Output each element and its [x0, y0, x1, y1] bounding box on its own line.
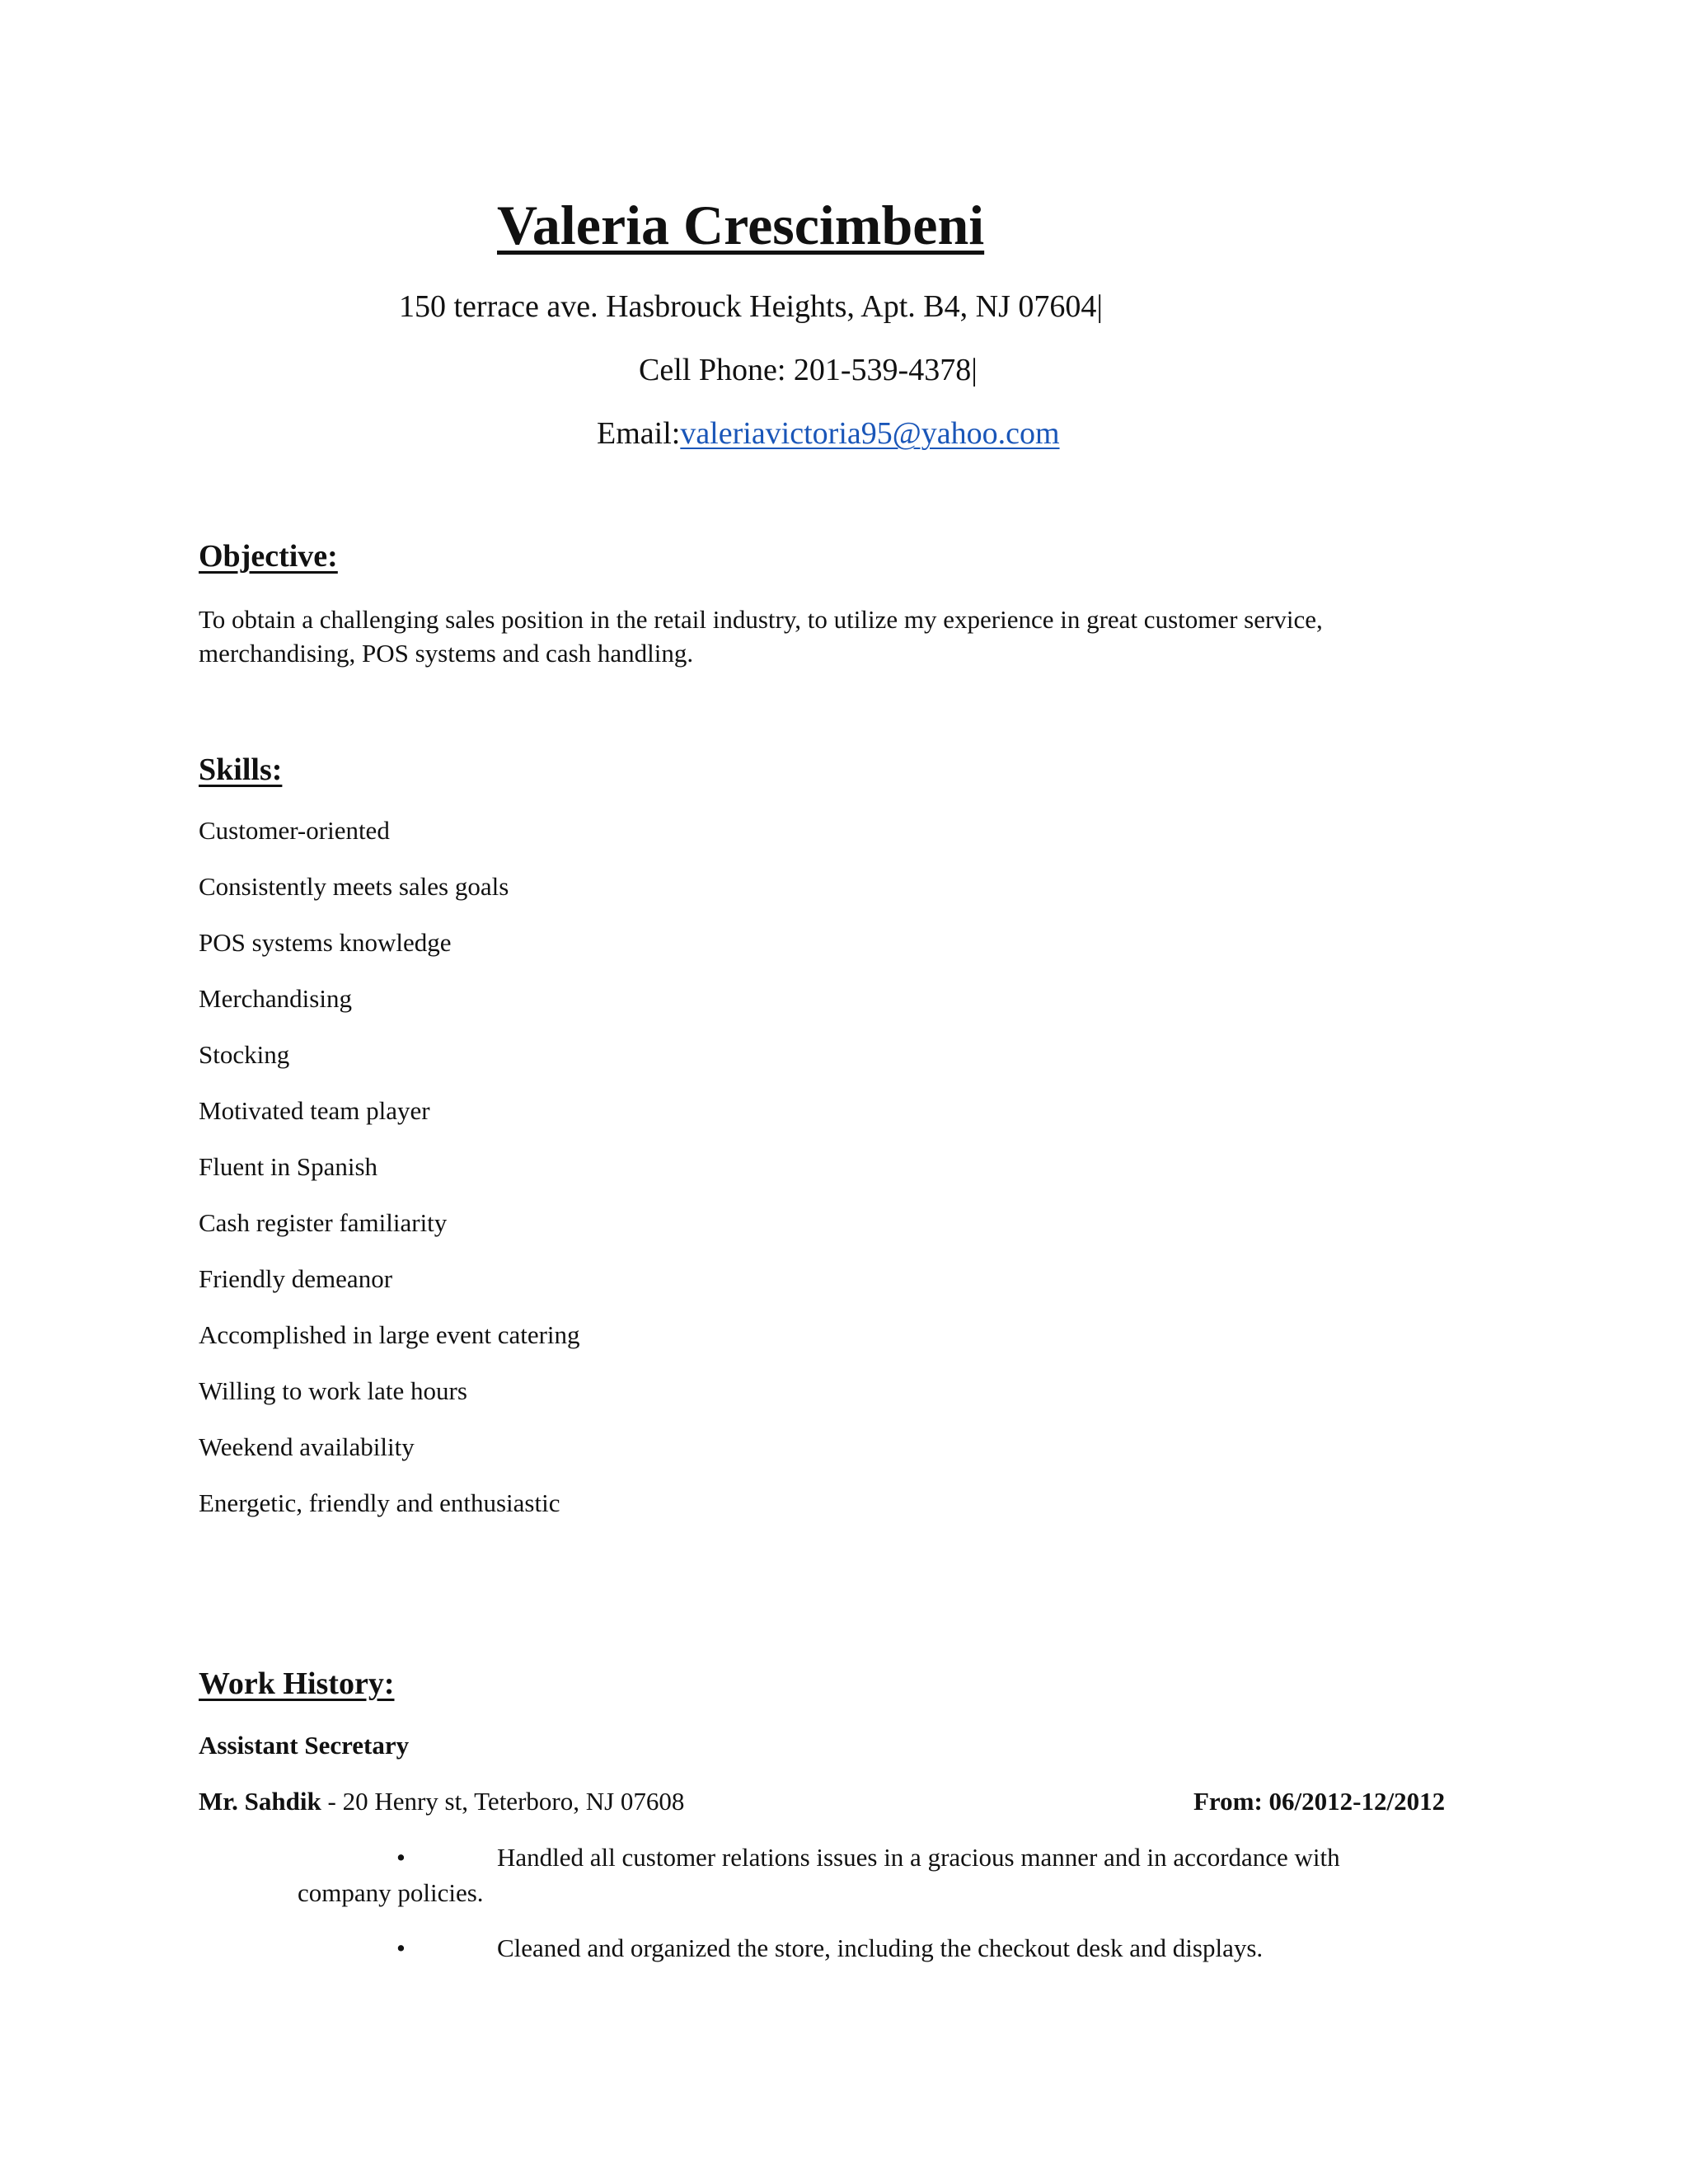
skill-item: Friendly demeanor — [199, 1264, 393, 1293]
skill-item: POS systems knowledge — [199, 928, 452, 957]
skill-item: Energetic, friendly and enthusiastic — [199, 1488, 560, 1517]
bullet-icon: • — [396, 1843, 406, 1872]
candidate-name: Valeria Crescimbeni — [497, 194, 985, 256]
job-dates: From: 06/2012-12/2012 — [1193, 1787, 1446, 1816]
job-bullet-continuation: company policies. — [298, 1878, 484, 1907]
skill-item: Willing to work late hours — [199, 1376, 467, 1405]
email-link[interactable]: valeriavictoria95@yahoo.com — [680, 416, 1060, 451]
objective-text: To obtain a challenging sales position in the retail industry, to utilize my experience in great customer service, merchandising, POS systems and cash handling. — [199, 605, 1323, 668]
address-line: 150 terrace ave. Hasbrouck Heights, Apt. B4, NJ 07604| — [399, 289, 1103, 324]
objective-heading: Objective: — [199, 539, 338, 574]
skill-item: Weekend availability — [199, 1432, 415, 1461]
skill-item: Cash register familiarity — [199, 1208, 448, 1237]
bullet-icon: • — [396, 1933, 406, 1962]
phone-line: Cell Phone: 201-539-4378| — [639, 353, 978, 387]
skill-item: Motivated team player — [199, 1096, 430, 1125]
skill-item: Customer-oriented — [199, 816, 390, 845]
job-title: Assistant Secretary — [199, 1731, 410, 1760]
email-line — [597, 415, 1060, 452]
skill-item: Fluent in Spanish — [199, 1152, 378, 1181]
skill-item: Accomplished in large event catering — [199, 1320, 580, 1349]
employer-location: - 20 Henry st, Teterboro, NJ 07608 — [321, 1787, 685, 1816]
skill-item: Consistently meets sales goals — [199, 872, 509, 901]
job-bullet-text: Handled all customer relations issues in a gracious manner and in accordance with — [497, 1843, 1340, 1872]
email-label: Email: — [597, 416, 681, 451]
skill-item: Stocking — [199, 1040, 290, 1069]
skills-heading: Skills: — [199, 752, 283, 787]
skills-list — [199, 813, 580, 1542]
work-history-heading: Work History: — [199, 1666, 395, 1701]
employer-name: Mr. Sahdik — [199, 1787, 321, 1816]
skill-item: Merchandising — [199, 984, 352, 1013]
employer-line — [199, 1787, 684, 1816]
job-bullet-text: Cleaned and organized the store, including the checkout desk and displays. — [497, 1933, 1264, 1962]
